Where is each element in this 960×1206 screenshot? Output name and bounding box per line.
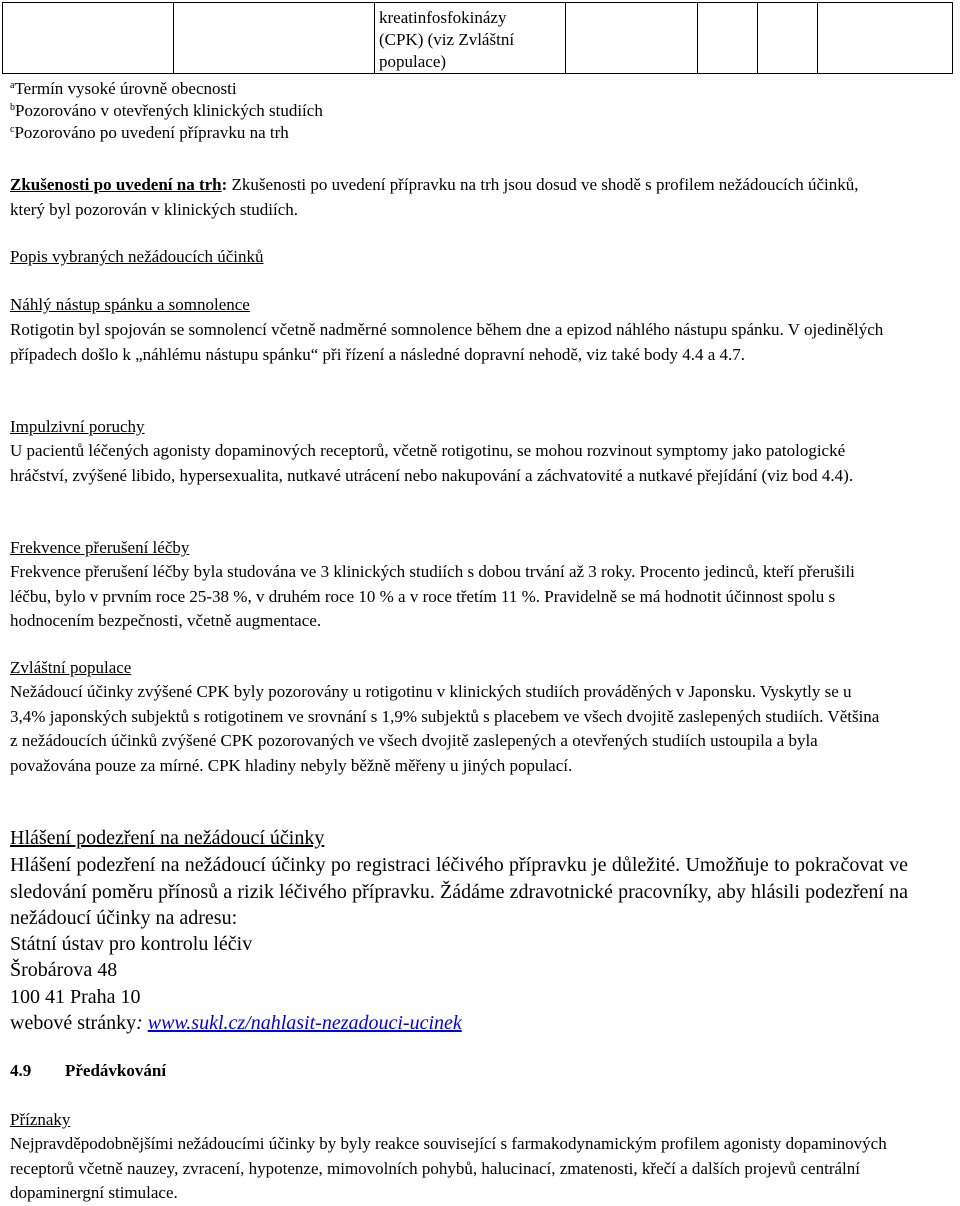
- table-cell: [758, 3, 818, 74]
- table-cell: [174, 3, 375, 74]
- special-population-paragraph: Nežádoucí účinky zvýšené CPK byly pozorovány u rotigotinu v klinických studiích prováděných v Japonsku. Vyskytly se u 3,4% japonských subjektů s rotigotinem ve srovnání s 1,9% subjektů s placebem ve všech dvojitě zaslepených studiích. Většina z nežádoucích účinků zvýšené CPK pozorovaných ve všech dvojitě zaslepených a otevřených studiích ustoupila a byla považována pouze za mírné. CPK hladiny nebyly běžně měřeny u jiných populací.: [10, 682, 880, 775]
- address-city: 100 41 Praha 10: [10, 986, 141, 1008]
- table-row: [3, 3, 953, 74]
- discontinuation-paragraph: Frekvence přerušení léčby byla studována ve 3 klinických studiích s dobou trvání až 3 roky. Procento jedinců, kteří přerušili léčbu, bylo v prvním roce 25-38 %, v druhém roce 10 % a v roce třetím 11 %. Pravidelně se má hodnotit účinnost spolu s hodnocením bezpečnosti, včetně augmentace.: [10, 562, 855, 630]
- table-cell: [3, 3, 174, 74]
- website-label: webové stránky: [10, 1012, 137, 1034]
- impulse-heading: Impulzivní poruchy: [10, 417, 145, 436]
- sleep-heading: Náhlý nástup spánku a somnolence: [10, 295, 250, 314]
- footnote: [10, 78, 323, 100]
- address-street: Šrobárova 48: [10, 959, 118, 981]
- table-cell-cpk: [375, 3, 566, 74]
- postmarketing-colon: :: [221, 175, 228, 194]
- symptoms-paragraph: Nejpravděpodobnějšími nežádoucími účinky by byly reakce související s farmakodynamickým profilem agonisty dopaminových receptorů včetně nauzey, zvracení, hypotenze, mimovolních pohybů, halucinací, zmatenosti, křečí a dalších projevů centrální dopaminergní stimulace.: [10, 1134, 887, 1202]
- sukl-report-link[interactable]: www.sukl.cz/nahlasit-nezadouci-ucinek: [147, 1012, 462, 1034]
- reporting-heading: Hlášení podezření na nežádoucí účinky: [10, 827, 325, 849]
- footnote-marker: a: [10, 80, 15, 91]
- footnote-marker: c: [10, 124, 15, 135]
- symptoms-heading: Příznaky: [10, 1110, 71, 1129]
- reporting-paragraph: Hlášení podezření na nežádoucí účinky po registraci léčivého přípravku je důležité. Umožňuje to pokračovat ve sledování poměru přínosů a rizik léčivého přípravku. Žádáme zdravotnické pracovníky, aby hlásili podezření na nežádoucí účinky na adresu:: [10, 854, 908, 929]
- table-cell: [698, 3, 758, 74]
- footnote-text: Pozorováno po uvedení přípravku na trh: [14, 123, 289, 142]
- section-title: Předávkování: [65, 1061, 167, 1080]
- postmarketing-text: Zkušenosti po uvedení přípravku na trh jsou dosud ve shodě s profilem nežádoucích účinků, který byl pozorován v klinických studiích.: [10, 175, 859, 219]
- table-footnotes: [10, 78, 323, 144]
- address-institution: Státní ústav pro kontrolu léčiv: [10, 933, 253, 955]
- footnote: [10, 122, 323, 144]
- section-number: 4.9: [10, 1061, 32, 1080]
- discontinuation-heading: Frekvence přerušení léčby: [10, 538, 190, 557]
- footnote: [10, 100, 323, 122]
- adverse-reactions-table-fragment: [2, 2, 953, 74]
- section-4-9-heading: [10, 1059, 910, 1084]
- footnote-text: Termín vysoké úrovně obecnosti: [14, 79, 237, 98]
- website-colon: :: [136, 1012, 143, 1034]
- footnote-text: Pozorováno v otevřených klinických studiích: [15, 101, 323, 120]
- footnote-marker: b: [10, 102, 15, 113]
- reporting-website: [10, 1010, 910, 1037]
- table-cell: [818, 3, 953, 74]
- selected-adverse-heading: Popis vybraných nežádoucích účinků: [10, 247, 264, 266]
- cpk-cell-text: kreatinfosfokinázy (CPK) (viz Zvláštní populace): [379, 8, 515, 71]
- postmarketing-label: Zkušenosti po uvedení na trh: [10, 175, 222, 194]
- sleep-paragraph: Rotigotin byl spojován se somnolencí včetně nadměrné somnolence během dne a epizod náhlého nástupu spánku. V ojedinělých případech došlo k „náhlému nástupu spánku“ při řízení a následné dopravní nehodě, viz také body 4.4 a 4.7.: [10, 320, 884, 364]
- postmarketing-paragraph: [10, 173, 880, 222]
- special-population-heading: Zvláštní populace: [10, 658, 132, 677]
- table-cell: [566, 3, 698, 74]
- impulse-paragraph: U pacientů léčených agonisty dopaminových receptorů, včetně rotigotinu, se mohou rozvinout symptomy jako patologické hráčství, zvýšené libido, hypersexualita, nutkavé utrácení nebo nakupování a záchvatovité a nutkavé přejídání (viz bod 4.4).: [10, 441, 854, 485]
